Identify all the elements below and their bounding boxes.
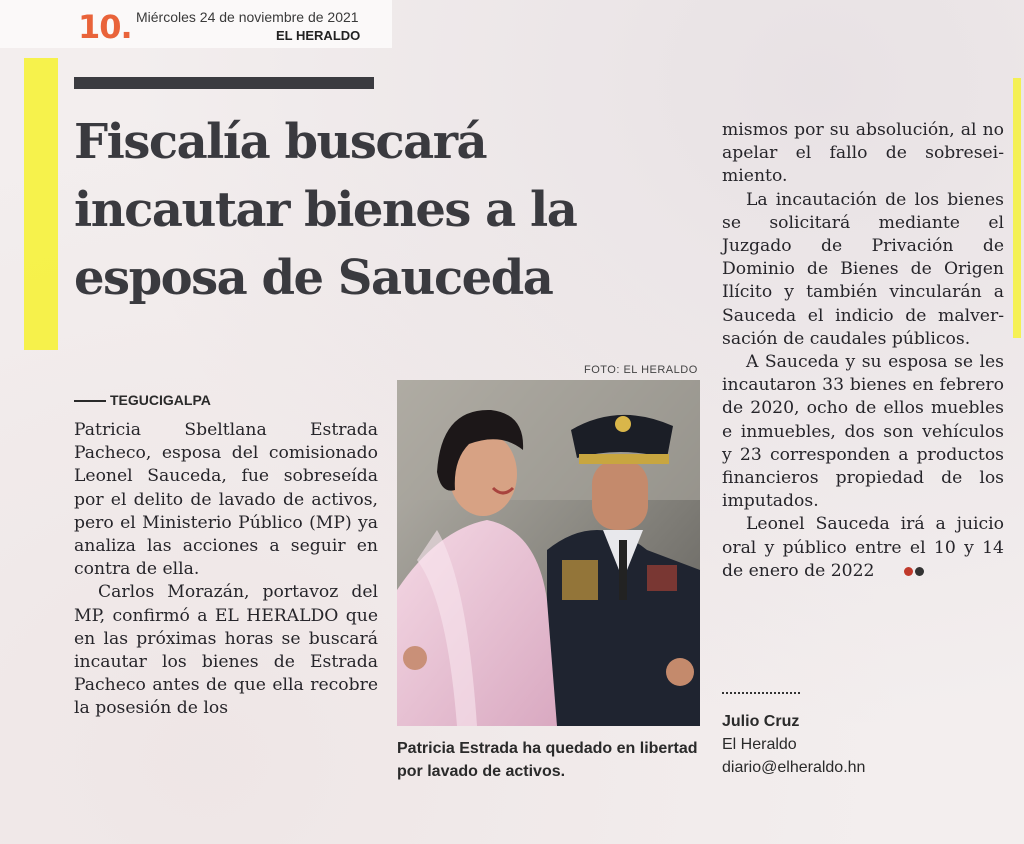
paragraph: Patricia Sbeltlana Estrada Pacheco, esposa del comisionado Leonel Sauceda, fue sobreseída por el delito de lavado de activos, pero el Ministerio Público (MP) ya analiza las acciones a seguir en contra de ella.	[74, 420, 378, 580]
photo-caption: Patricia Estrada ha quedado en libertad por lavado de activos.	[397, 740, 698, 780]
highlighter-mark-right	[1013, 78, 1021, 338]
byline-divider	[722, 692, 800, 694]
page-header	[0, 0, 392, 48]
headline-line: esposa de Sauceda	[74, 250, 553, 306]
page-number: 10.	[78, 8, 132, 46]
dateline: TEGUCIGALPA	[74, 392, 211, 408]
headline-line: incautar bienes a la	[74, 182, 577, 238]
author-name: Julio Cruz	[722, 713, 800, 730]
headline	[74, 108, 684, 312]
issue-date: Miércoles 24 de noviembre de 2021	[136, 9, 359, 25]
highlighter-mark-left	[24, 58, 58, 350]
headline-rule	[74, 77, 374, 89]
article-column-1	[74, 419, 378, 721]
end-of-story-dots-icon	[880, 560, 926, 583]
photo-credit: FOTO: EL HERALDO	[584, 364, 698, 376]
newspaper-name: EL HERALDO	[276, 28, 361, 43]
paragraph: Carlos Morazán, portavoz del MP, confirmó a EL HERALDO que en las próximas horas se buscará incautar los bienes de Estrada Pacheco antes de que ella recobre la posesión de los	[74, 582, 378, 719]
dateline-rule	[74, 400, 106, 402]
author-email: diario@elheraldo.hn	[722, 759, 866, 776]
article-column-3	[722, 119, 1004, 583]
headline-line: Fiscalía buscará	[74, 114, 487, 170]
article-photo	[397, 380, 700, 726]
paragraph: La incautación de los bienes se solicitará mediante el Juzgado de Privación de Dominio de Bienes de Origen Ilícito y también vincularán a Sauceda el indicio de malversación de caudales públicos.	[722, 189, 1004, 349]
paragraph-final: Leonel Sauceda irá a juicio oral y público entre el 10 y 14 de enero de 2022	[722, 513, 1004, 583]
paragraph: mismos por su absolución, al no apelar el fallo de sobreseimiento.	[722, 120, 1004, 187]
paragraph: A Sauceda y su esposa se les incautaron 33 bienes en febrero de 2020, ocho de ellos muebles e inmuebles, dos son vehículos y 23 corresponden a productos financieros propiedad de los imputados.	[722, 352, 1004, 512]
author-outlet: El Heraldo	[722, 736, 797, 753]
byline	[722, 710, 865, 779]
